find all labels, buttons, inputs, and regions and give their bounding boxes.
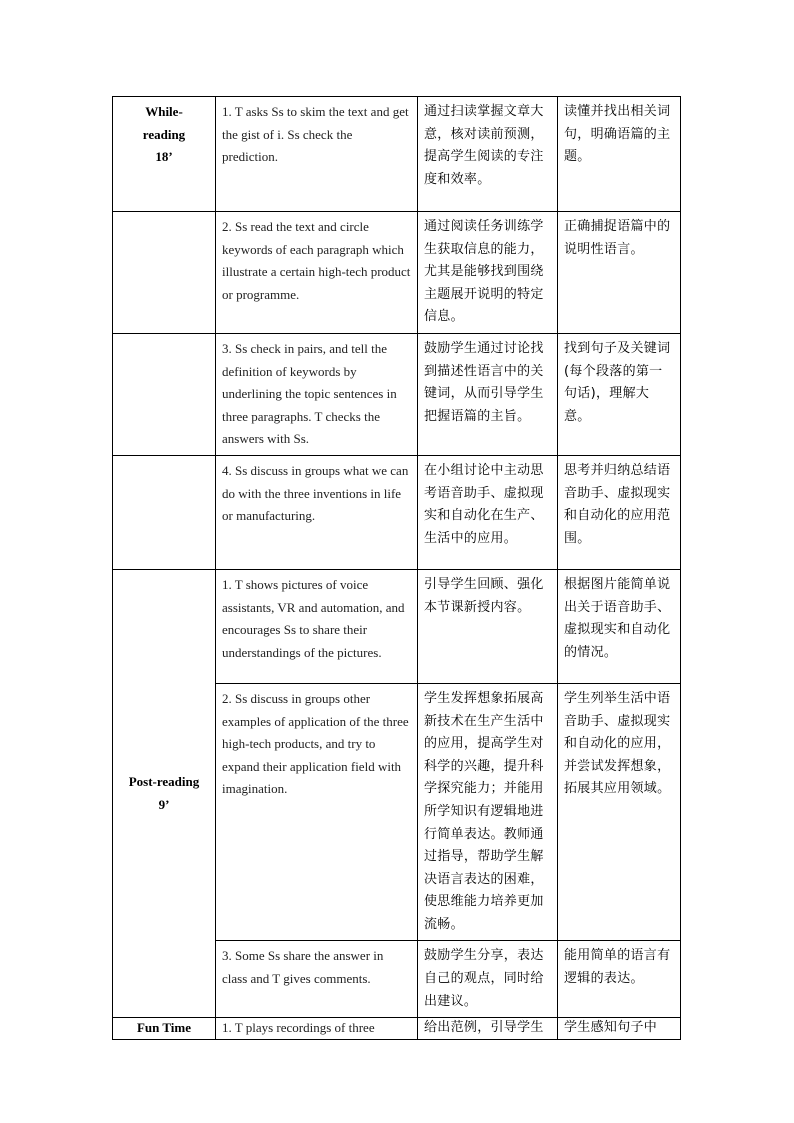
outcome-cell: 学生列举生活中语音助手、虚拟现实和自动化的应用，并尝试发挥想象，拓展其应用领域。	[558, 683, 681, 941]
outcome-cell: 学生感知句子中	[558, 1018, 681, 1040]
outcome-cell: 思考并归纳总结语音助手、虚拟现实和自动化的应用范围。	[558, 455, 681, 569]
activity-cell: 3. Some Ss share the answer in class and T gives comments.	[216, 941, 418, 1018]
activity-cell: 4. Ss discuss in groups what we can do with the three inventions in life or manufacturing.	[216, 455, 418, 569]
activity-cell: 1. T asks Ss to skim the text and get the gist of i. Ss check the prediction.	[216, 97, 418, 212]
purpose-cell: 给出范例，引导学生	[418, 1018, 558, 1040]
stage-label: reading	[142, 126, 186, 142]
stage-cell-empty	[113, 455, 216, 569]
purpose-cell: 通过阅读任务训练学生获取信息的能力，尤其是能够找到围绕主题展开说明的特定信息。	[418, 212, 558, 334]
stage-cell-empty	[113, 333, 216, 455]
activity-cell: 1. T shows pictures of voice assistants, VR and automation, and encourages Ss to share their understandings of the pictures.	[216, 569, 418, 683]
outcome-cell: 正确捕捉语篇中的说明性语言。	[558, 212, 681, 334]
table-row	[113, 1018, 681, 1040]
purpose-cell: 鼓励学生通过讨论找到描述性语言中的关键词，从而引导学生把握语篇的主旨。	[418, 333, 558, 455]
outcome-cell: 找到句子及关键词(每个段落的第一句话)，理解大意。	[558, 333, 681, 455]
table-row	[113, 455, 681, 569]
outcome-cell: 读懂并找出相关词句，明确语篇的主题。	[558, 97, 681, 212]
purpose-cell: 引导学生回顾、强化本节课新授内容。	[418, 569, 558, 683]
stage-cell-fun-time	[113, 1018, 216, 1040]
activity-cell: 2. Ss read the text and circle keywords of each paragraph which illustrate a certain high-tech product or programme.	[216, 212, 418, 334]
purpose-cell: 通过扫读掌握文章大意，核对读前预测，提高学生阅读的专注度和效率。	[418, 97, 558, 212]
stage-label: Post-reading	[128, 774, 200, 789]
stage-cell-post-reading	[113, 569, 216, 1017]
purpose-cell: 学生发挥想象拓展高新技术在生产生活中的应用，提高学生对科学的兴趣，提升科学探究能力；并能用所学知识有逻辑地进行简单表达。教师通过指导，帮助学生解决语言表达的困难，使思维能力培养更加流畅。	[418, 683, 558, 941]
stage-cell-empty	[113, 212, 216, 334]
stage-label: Fun Time	[136, 1020, 192, 1036]
purpose-cell: 鼓励学生分享，表达自己的观点，同时给出建议。	[418, 941, 558, 1018]
activity-cell: 3. Ss check in pairs, and tell the definition of keywords by underlining the topic sentences in three paragraphs. T checks the answers with Ss.	[216, 333, 418, 455]
stage-label: While-	[145, 104, 183, 119]
table-row	[113, 212, 681, 334]
activity-cell: 1. T plays recordings of three	[216, 1018, 418, 1040]
outcome-cell: 根据图片能简单说出关于语音助手、虚拟现实和自动化的情况。	[558, 569, 681, 683]
outcome-cell: 能用简单的语言有逻辑的表达。	[558, 941, 681, 1018]
table-row	[113, 333, 681, 455]
table-row	[113, 97, 681, 212]
stage-time: 9’	[158, 796, 170, 812]
table-row	[113, 569, 681, 683]
lesson-plan-table	[112, 96, 681, 1040]
stage-time: 18’	[155, 149, 173, 165]
stage-cell-while-reading	[113, 97, 216, 212]
activity-cell: 2. Ss discuss in groups other examples of application of the three high-tech products, and try to expand their application field with imagination.	[216, 683, 418, 941]
purpose-cell: 在小组讨论中主动思考语音助手、虚拟现实和自动化在生产、生活中的应用。	[418, 455, 558, 569]
